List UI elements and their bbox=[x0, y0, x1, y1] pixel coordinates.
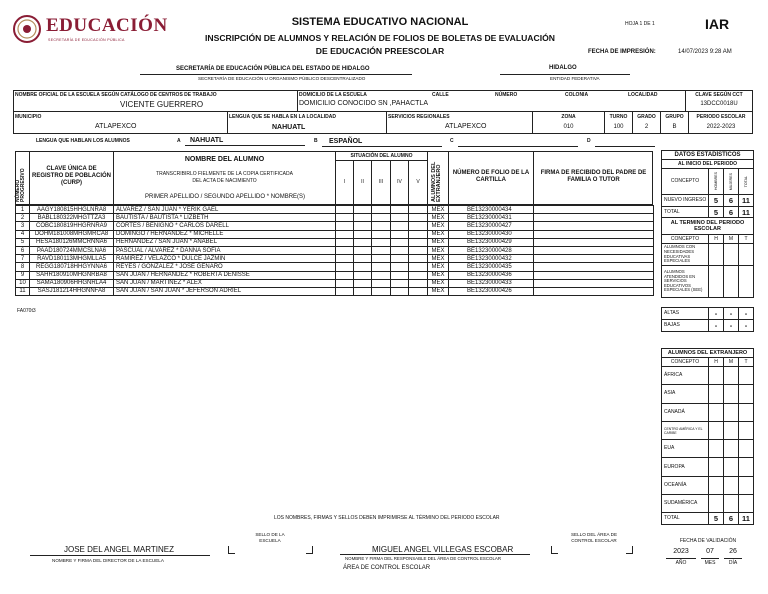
row-name: HERNANDEZ / SAN JUAN * ANABEL bbox=[114, 238, 336, 246]
col-name-note2: DEL ACTA DE NACIMIENTO bbox=[192, 178, 257, 184]
school-address: DOMICILIO CONOCIDO SN ,PAHACTLA bbox=[299, 100, 428, 107]
sit-col-3: III bbox=[378, 179, 384, 185]
row-sit-3 bbox=[372, 271, 391, 279]
fecha-anio: 2023 bbox=[673, 548, 689, 555]
form-code: IAR bbox=[705, 16, 730, 32]
row-sit-4 bbox=[391, 230, 409, 238]
row-folio: BE13230000436 bbox=[449, 271, 534, 279]
necesidades-label: ALUMNOS CON NECESIDADES EDUCATIVAS ESPECIALES bbox=[662, 244, 709, 266]
responsable-label: NOMBRE Y FIRMA DEL RESPONSABLE DEL ÁREA DE CONTROL ESCOLAR bbox=[345, 556, 501, 561]
fecha-dia: 26 bbox=[729, 548, 737, 555]
region-label: ASIA bbox=[662, 385, 709, 403]
region-cell bbox=[739, 367, 754, 385]
row-folio: BE13230000433 bbox=[449, 279, 534, 287]
mes-label: MES bbox=[704, 560, 716, 566]
footer-notice: LOS NOMBRES, FIRMAS Y SELLOS DEBEN IMPRIMIRSE AL TÉRMINO DEL PERIODO ESCOLAR bbox=[274, 515, 500, 521]
row-firma bbox=[534, 279, 654, 287]
row-firma bbox=[534, 238, 654, 246]
row-sit-4 bbox=[391, 287, 409, 295]
row-sit-4 bbox=[391, 206, 409, 214]
row-curp: COBC180819HHGRNRA9 bbox=[30, 222, 114, 230]
row-curp: RAVD180113MHGMLLA5 bbox=[30, 255, 114, 263]
col-name-note1: TRANSCRIBIRLO FIELMENTE DE LA COPIA CERTIFICADA bbox=[156, 171, 293, 177]
stats-panel bbox=[661, 150, 753, 332]
row-curp: DOHM181008MHGMRCA8 bbox=[30, 230, 114, 238]
row-firma bbox=[534, 271, 654, 279]
row-sit-1 bbox=[336, 238, 354, 246]
region-cell bbox=[709, 476, 724, 494]
region-cell bbox=[724, 476, 739, 494]
table-row bbox=[16, 238, 654, 246]
row-folio: BE13230000431 bbox=[449, 214, 534, 222]
periodo: 2022-2023 bbox=[706, 124, 736, 130]
col-name-header: NOMBRE DEL ALUMNO bbox=[184, 156, 265, 163]
row-sit-3 bbox=[372, 255, 391, 263]
cct-value: 13DCC0018U bbox=[700, 101, 738, 107]
altas-label: ALTAS bbox=[662, 308, 709, 320]
total-h: 5 bbox=[709, 207, 724, 218]
sit-col-2: II bbox=[361, 179, 364, 185]
row-firma bbox=[534, 263, 654, 271]
termino-h: H bbox=[709, 235, 724, 244]
sit-col-4: IV bbox=[397, 179, 402, 185]
col-num-header: NÚMERO PROGRESIVO bbox=[15, 168, 26, 202]
row-folio: BE13230000427 bbox=[449, 222, 534, 230]
row-firma bbox=[534, 214, 654, 222]
row-sit-3 bbox=[372, 230, 391, 238]
sit-col-5: V bbox=[416, 179, 420, 185]
region-cell bbox=[724, 367, 739, 385]
row-sit-1 bbox=[336, 206, 354, 214]
region-cell bbox=[739, 495, 754, 513]
col-situacion-header: SITUACIÓN DEL ALUMNO bbox=[350, 153, 413, 159]
grupo-label: GRUPO bbox=[665, 114, 684, 120]
row-number: 4 bbox=[16, 230, 30, 238]
ext-concepto: CONCEPTO bbox=[662, 358, 709, 367]
region-cell bbox=[709, 385, 724, 403]
print-date: 14/07/2023 9:28 AM bbox=[678, 49, 732, 55]
bajas-h: - bbox=[709, 320, 724, 332]
row-pais: MEX bbox=[428, 263, 449, 271]
region-cell bbox=[724, 495, 739, 513]
doc-title-2: DE EDUCACIÓN PREESCOLAR bbox=[315, 46, 445, 56]
row-sit-1 bbox=[336, 263, 354, 271]
extranjero-title: ALUMNOS DEL EXTRANJERO bbox=[662, 349, 754, 358]
row-sit-1 bbox=[336, 255, 354, 263]
fecha-validacion-label: FECHA DE VALIDACIÓN bbox=[679, 538, 737, 544]
row-curp: SAHR180910MHGNRBA8 bbox=[30, 271, 114, 279]
row-pais: MEX bbox=[428, 206, 449, 214]
numero-label: NÚMERO bbox=[495, 92, 518, 98]
grado: 2 bbox=[644, 124, 649, 130]
address-label: DOMICILIO DE LA ESCUELA bbox=[299, 92, 367, 98]
doc-title-1: INSCRIPCIÓN DE ALUMNOS Y RELACIÓN DE FOLIOS DE BOLETAS DE EVALUACIÓN bbox=[205, 33, 555, 43]
school-name: VICENTE GUERRERO bbox=[120, 100, 204, 109]
director-label: NOMBRE Y FIRMA DEL DIRECTOR DE LA ESCUELA bbox=[52, 558, 164, 563]
table-row bbox=[16, 214, 654, 222]
row-sit-3 bbox=[372, 238, 391, 246]
dia-label: DÍA bbox=[728, 560, 738, 566]
row-curp: SAMA180906HHGNRLA4 bbox=[30, 279, 114, 287]
director-name: JOSE DEL ANGEL MARTINEZ bbox=[64, 545, 174, 554]
region-cell bbox=[739, 440, 754, 458]
form-footer-code: FA070t3 bbox=[17, 308, 36, 314]
stats-concepto: CONCEPTO bbox=[662, 169, 709, 195]
total-t: 11 bbox=[739, 207, 754, 218]
row-number: 11 bbox=[16, 287, 30, 295]
nuevo-h: 5 bbox=[709, 195, 724, 207]
nuevo-m: 6 bbox=[724, 195, 739, 207]
row-folio: BE13230000432 bbox=[449, 255, 534, 263]
row-sit-5 bbox=[409, 287, 428, 295]
row-name: DOMINGO / HERNANDEZ * MICHELLE bbox=[114, 230, 336, 238]
seal-icon bbox=[12, 14, 42, 44]
row-sit-4 bbox=[391, 214, 409, 222]
row-sit-2 bbox=[354, 230, 372, 238]
cct-label: CLAVE SEGÚN CCT bbox=[695, 92, 743, 98]
row-sit-5 bbox=[409, 230, 428, 238]
row-pais: MEX bbox=[428, 255, 449, 263]
row-name: SAN JUAN / HERNANDEZ * ROBERTA DENISSE bbox=[114, 271, 336, 279]
see-label: ALUMNOS ATENDIDOS EN SERVICIOS EDUCATIVOS ESPECIALES (SEE) bbox=[662, 266, 709, 298]
row-sit-2 bbox=[354, 222, 372, 230]
row-pais: MEX bbox=[428, 246, 449, 254]
region-row bbox=[662, 403, 754, 421]
fecha-validacion bbox=[666, 546, 744, 558]
row-sit-4 bbox=[391, 263, 409, 271]
turno-label: TURNO bbox=[609, 114, 628, 120]
anio-label: AÑO bbox=[675, 560, 687, 566]
region-cell bbox=[739, 458, 754, 476]
stats-termino: AL TERMINO DEL PERIODO ESCOLAR bbox=[662, 218, 754, 235]
nuevo-ingreso-label: NUEVO INGRESO bbox=[662, 195, 709, 207]
lengua-d-label: D bbox=[587, 138, 591, 144]
zona: 010 bbox=[563, 124, 574, 130]
row-number: 9 bbox=[16, 271, 30, 279]
nuevo-t: 11 bbox=[739, 195, 754, 207]
col-curp-header: CLAVE ÚNICA DE REGISTRO DE POBLACIÓN (CURP) bbox=[31, 166, 111, 186]
region-cell bbox=[709, 495, 724, 513]
lengua-b: ESPAÑOL bbox=[329, 138, 363, 145]
row-number: 3 bbox=[16, 222, 30, 230]
logo-subtitle: SECRETARÍA DE EDUCACIÓN PÚBLICA bbox=[48, 38, 125, 42]
region-row bbox=[662, 476, 754, 494]
row-pais: MEX bbox=[428, 271, 449, 279]
row-sit-2 bbox=[354, 238, 372, 246]
region-cell bbox=[709, 367, 724, 385]
calle-label: CALLE bbox=[432, 92, 449, 98]
row-curp: HESA180126MMCRNNA6 bbox=[30, 238, 114, 246]
lengua-b-label: B bbox=[314, 138, 318, 144]
stats-inicio: AL INICIO DEL PERIODO bbox=[662, 160, 754, 169]
row-name: SAN JUAN / MARTINEZ * ALEX bbox=[114, 279, 336, 287]
table-row bbox=[16, 271, 654, 279]
sello-escuela: SELLO DE LA ESCUELA bbox=[255, 532, 285, 543]
municipio-label: MUNICIPIO bbox=[15, 114, 42, 120]
entidad: HIDALGO bbox=[549, 65, 577, 71]
row-firma bbox=[534, 206, 654, 214]
table-row bbox=[16, 287, 654, 295]
bajas-m: - bbox=[724, 320, 739, 332]
table-row bbox=[16, 206, 654, 214]
row-number: 7 bbox=[16, 255, 30, 263]
region-cell bbox=[739, 385, 754, 403]
secretaria-sub: SECRETARÍA DE EDUCACIÓN U ORGANISMO PÚBLICO DESCENTRALIZADO bbox=[198, 76, 366, 81]
row-sit-3 bbox=[372, 279, 391, 287]
row-sit-1 bbox=[336, 222, 354, 230]
grupo: B bbox=[672, 124, 677, 130]
row-sit-5 bbox=[409, 263, 428, 271]
table-row bbox=[16, 230, 654, 238]
region-cell bbox=[724, 421, 739, 439]
print-date-label: FECHA DE IMPRESIÓN: bbox=[588, 49, 656, 55]
row-pais: MEX bbox=[428, 279, 449, 287]
ext-total-t: 11 bbox=[739, 513, 754, 525]
row-name: BAUTISTA / BAUTISTA * LIZBETH bbox=[114, 214, 336, 222]
bajas-t: - bbox=[739, 320, 754, 332]
row-number: 8 bbox=[16, 263, 30, 271]
col-firma-header: FIRMA DE RECIBIDO DEL PADRE DE FAMILIA O TUTOR bbox=[540, 170, 647, 183]
row-sit-2 bbox=[354, 206, 372, 214]
sello-area-bracket-left bbox=[551, 546, 558, 554]
row-sit-3 bbox=[372, 246, 391, 254]
row-firma bbox=[534, 230, 654, 238]
stats-m-vert: MUJERES bbox=[728, 172, 733, 191]
sello-escuela-bracket-left bbox=[228, 546, 235, 554]
row-sit-5 bbox=[409, 246, 428, 254]
lenguas-label: LENGUA QUE HABLAN LOS ALUMNOS bbox=[36, 138, 130, 144]
region-row bbox=[662, 458, 754, 476]
school-name-label: NOMBRE OFICIAL DE LA ESCUELA SEGÚN CATÁLOGO DE CENTROS DE TRABAJO bbox=[15, 92, 217, 98]
stats-inicio-table bbox=[661, 150, 754, 332]
colonia-label: COLONIA bbox=[565, 92, 589, 98]
lengua-a: NAHUATL bbox=[190, 137, 224, 144]
page-number: HOJA 1 DE 1 bbox=[625, 21, 655, 27]
row-sit-4 bbox=[391, 238, 409, 246]
row-folio: BE13230000428 bbox=[449, 246, 534, 254]
row-name: RAMIREZ / VELAZCO * DULCE JAZMIN bbox=[114, 255, 336, 263]
area-control: ÁREA DE CONTROL ESCOLAR bbox=[343, 565, 431, 571]
municipio: ATLAPEXCO bbox=[95, 123, 137, 130]
row-sit-4 bbox=[391, 222, 409, 230]
region-cell bbox=[724, 385, 739, 403]
region-cell bbox=[709, 458, 724, 476]
periodo-label: PERIODO ESCOLAR bbox=[696, 114, 746, 120]
region-label: ÁFRICA bbox=[662, 367, 709, 385]
altas-m: - bbox=[724, 308, 739, 320]
region-row bbox=[662, 495, 754, 513]
extranjero-panel bbox=[661, 348, 753, 525]
row-sit-5 bbox=[409, 222, 428, 230]
lengua-c-label: C bbox=[450, 138, 454, 144]
region-cell bbox=[709, 403, 724, 421]
row-number: 10 bbox=[16, 279, 30, 287]
termino-concepto: CONCEPTO bbox=[662, 235, 709, 244]
row-pais: MEX bbox=[428, 214, 449, 222]
row-sit-5 bbox=[409, 214, 428, 222]
row-name: ALVAREZ / SAN JUAN * YERIK GAEL bbox=[114, 206, 336, 214]
student-table bbox=[15, 205, 654, 296]
col-extranjero-header: ALUMNOS DEL EXTRANJERO bbox=[431, 161, 442, 202]
stats-title: DATOS ESTADÍSTICOS bbox=[662, 151, 754, 160]
row-number: 1 bbox=[16, 206, 30, 214]
row-firma bbox=[534, 246, 654, 254]
row-curp: BABL180322MHGTTZA3 bbox=[30, 214, 114, 222]
lengua-a-label: A bbox=[177, 138, 181, 144]
row-sit-3 bbox=[372, 206, 391, 214]
row-sit-3 bbox=[372, 287, 391, 295]
row-sit-1 bbox=[336, 246, 354, 254]
zona-label: ZONA bbox=[561, 114, 576, 120]
sello-area-bracket-right bbox=[626, 546, 633, 554]
lengua-label: LENGUA QUE SE HABLA EN LA LOCALIDAD bbox=[229, 114, 336, 120]
table-row bbox=[16, 279, 654, 287]
total-m: 6 bbox=[724, 207, 739, 218]
region-cell bbox=[724, 458, 739, 476]
table-row bbox=[16, 255, 654, 263]
row-folio: BE13230000429 bbox=[449, 238, 534, 246]
row-name: CORTES / BENIGNO * CARLOS DARELL bbox=[114, 222, 336, 230]
row-sit-1 bbox=[336, 279, 354, 287]
lengua-localidad: NAHUATL bbox=[272, 124, 306, 131]
secretaria-name: SECRETARÍA DE EDUCACIÓN PÚBLICA DEL ESTADO DE HIDALGO bbox=[176, 66, 370, 72]
region-label: SUDAMÉRICA bbox=[662, 495, 709, 513]
row-pais: MEX bbox=[428, 238, 449, 246]
region-cell bbox=[709, 421, 724, 439]
region-label: CANADÁ bbox=[662, 403, 709, 421]
ext-t: T bbox=[739, 358, 754, 367]
row-folio: BE13230000435 bbox=[449, 263, 534, 271]
row-name: REYES / GONZALEZ * JOSE GENARO bbox=[114, 263, 336, 271]
region-row bbox=[662, 421, 754, 439]
sello-area: SELLO DEL ÁREA DE CONTROL ESCOLAR bbox=[570, 532, 618, 543]
row-sit-2 bbox=[354, 246, 372, 254]
responsable-name: MIGUEL ANGEL VILLEGAS ESCOBAR bbox=[372, 545, 514, 554]
row-curp: REGG180718HHGYNNA6 bbox=[30, 263, 114, 271]
region-cell bbox=[724, 403, 739, 421]
row-pais: MEX bbox=[428, 287, 449, 295]
row-sit-4 bbox=[391, 279, 409, 287]
termino-t: T bbox=[739, 235, 754, 244]
ext-total-m: 6 bbox=[724, 513, 739, 525]
region-label: EUA bbox=[662, 440, 709, 458]
table-row bbox=[16, 222, 654, 230]
col-folio-header: NÚMERO DE FOLIO DE LA CARTILLA bbox=[452, 170, 530, 183]
row-sit-5 bbox=[409, 271, 428, 279]
row-curp: PAAD180724MMCSLNA6 bbox=[30, 246, 114, 254]
row-folio: BE13230000430 bbox=[449, 230, 534, 238]
row-name: PASCUAL / ALVAREZ * DANNA SOFIA bbox=[114, 246, 336, 254]
ext-total-h: 5 bbox=[709, 513, 724, 525]
extranjero-table bbox=[661, 348, 754, 525]
row-sit-5 bbox=[409, 206, 428, 214]
row-sit-1 bbox=[336, 271, 354, 279]
sit-col-1: I bbox=[343, 179, 346, 185]
ext-total-label: TOTAL bbox=[662, 513, 709, 525]
row-sit-2 bbox=[354, 279, 372, 287]
row-sit-1 bbox=[336, 230, 354, 238]
row-pais: MEX bbox=[428, 222, 449, 230]
row-number: 2 bbox=[16, 214, 30, 222]
localidad-label: LOCALIDAD bbox=[628, 92, 658, 98]
total-label: TOTAL bbox=[662, 207, 709, 218]
stats-h-vert: HOMBRES bbox=[713, 172, 718, 191]
row-pais: MEX bbox=[428, 230, 449, 238]
row-name: SAN JUAN / SAN JUAN * JEFERSON ADRIEL bbox=[114, 287, 336, 295]
row-folio: BE13230000434 bbox=[449, 206, 534, 214]
turno: 100 bbox=[613, 124, 624, 130]
servicios-label: SERVICIOS REGIONALES bbox=[388, 114, 450, 120]
altas-h: - bbox=[709, 308, 724, 320]
servicios: ATLAPEXCO bbox=[445, 123, 487, 130]
region-row bbox=[662, 367, 754, 385]
region-cell bbox=[739, 403, 754, 421]
termino-m: M bbox=[724, 235, 739, 244]
row-sit-4 bbox=[391, 271, 409, 279]
row-firma bbox=[534, 222, 654, 230]
row-sit-1 bbox=[336, 214, 354, 222]
bajas-label: BAJAS bbox=[662, 320, 709, 332]
row-sit-2 bbox=[354, 271, 372, 279]
row-sit-5 bbox=[409, 279, 428, 287]
region-cell bbox=[709, 440, 724, 458]
row-number: 6 bbox=[16, 246, 30, 254]
row-sit-4 bbox=[391, 255, 409, 263]
ext-m: M bbox=[724, 358, 739, 367]
row-firma bbox=[534, 255, 654, 263]
row-number: 5 bbox=[16, 238, 30, 246]
col-name-order: PRIMER APELLIDO / SEGUNDO APELLIDO * NOMBRE(S) bbox=[145, 194, 306, 200]
logo-brand: EDUCACIÓN bbox=[46, 15, 168, 36]
row-sit-3 bbox=[372, 214, 391, 222]
row-sit-3 bbox=[372, 263, 391, 271]
stats-t-vert: TOTAL bbox=[743, 175, 748, 188]
region-cell bbox=[739, 421, 754, 439]
fecha-mes: 07 bbox=[706, 548, 714, 555]
row-sit-2 bbox=[354, 287, 372, 295]
row-sit-5 bbox=[409, 238, 428, 246]
row-sit-2 bbox=[354, 255, 372, 263]
ext-h: H bbox=[709, 358, 724, 367]
row-sit-4 bbox=[391, 246, 409, 254]
altas-t: - bbox=[739, 308, 754, 320]
region-label: EUROPA bbox=[662, 458, 709, 476]
region-cell bbox=[739, 476, 754, 494]
region-row bbox=[662, 440, 754, 458]
row-sit-5 bbox=[409, 255, 428, 263]
grado-label: GRADO bbox=[637, 114, 656, 120]
row-curp: SASJ181214HHGNNFA8 bbox=[30, 287, 114, 295]
region-label: OCEANÍA bbox=[662, 476, 709, 494]
table-row bbox=[16, 263, 654, 271]
row-sit-1 bbox=[336, 287, 354, 295]
entidad-sub: ENTIDAD FEDERATIVA bbox=[550, 76, 600, 81]
region-row bbox=[662, 385, 754, 403]
table-row bbox=[16, 246, 654, 254]
row-curp: AAGY180815HHGLNRA8 bbox=[30, 206, 114, 214]
sep-logo bbox=[12, 14, 168, 48]
row-sit-2 bbox=[354, 263, 372, 271]
region-cell bbox=[724, 440, 739, 458]
row-folio: BE13230000426 bbox=[449, 287, 534, 295]
row-sit-3 bbox=[372, 222, 391, 230]
row-sit-2 bbox=[354, 214, 372, 222]
row-firma bbox=[534, 287, 654, 295]
region-label: CENTRO AMÉRICA Y EL CARIBE bbox=[662, 421, 709, 439]
sello-escuela-bracket-right bbox=[306, 546, 313, 554]
system-title: SISTEMA EDUCATIVO NACIONAL bbox=[291, 16, 469, 28]
